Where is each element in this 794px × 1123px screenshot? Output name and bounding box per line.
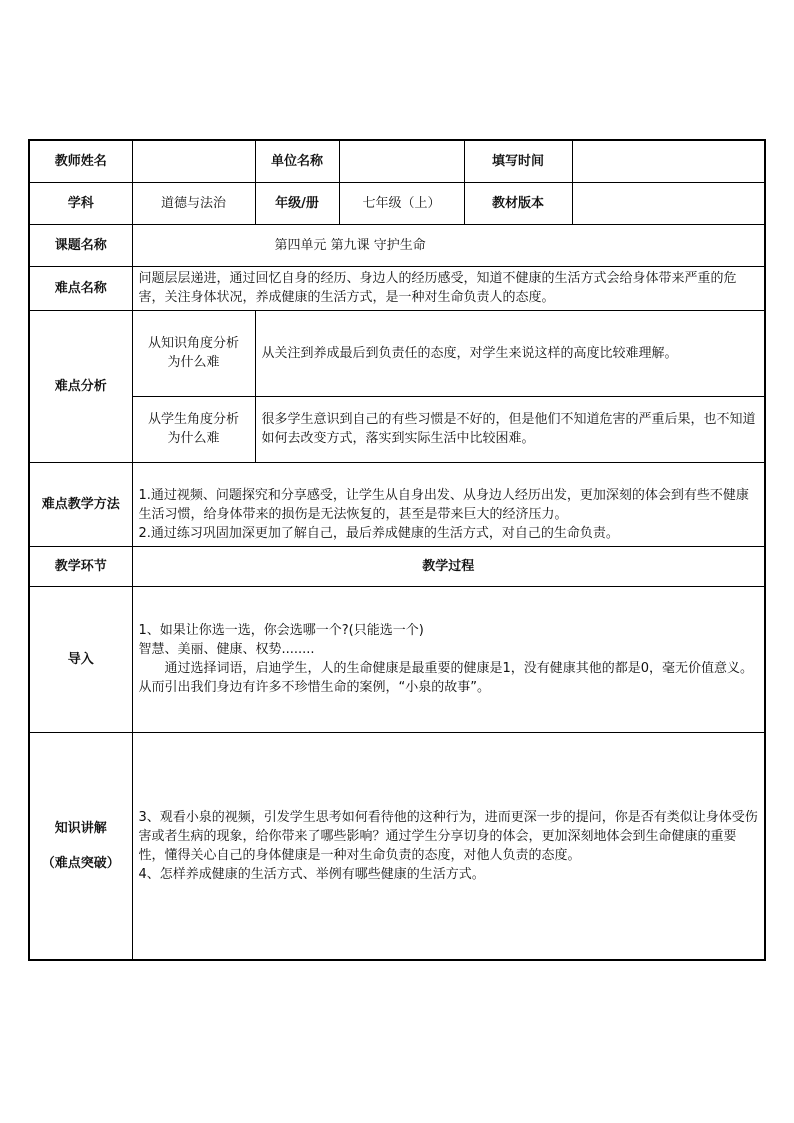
knowledge-sublabel: （难点突破） — [41, 855, 120, 871]
header-row-2 — [29, 182, 765, 224]
intro-line-3: 通过选择词语，启迪学生，人的生命健康是最重要的健康是1，没有健康其他的都是0，毫无价值意义。从而引出我们身边有许多不珍惜生命的案例，“小泉的故事”。 — [138, 661, 754, 695]
knowledge-angle-value: 从关注到养成最后到负责任的态度，对学生来说这样的高度比较难理解。 — [255, 310, 765, 396]
analysis-label: 难点分析 — [29, 310, 132, 462]
knowledge-row — [29, 732, 765, 960]
method-content — [132, 462, 765, 546]
student-angle-value: 很多学生意识到自己的有些习惯是不好的，但是他们不知道危害的严重后果，也不知道如何去改变方式，落实到实际生活中比较困难。 — [255, 396, 765, 462]
topic-label: 课题名称 — [29, 224, 132, 266]
teacher-value — [132, 140, 255, 182]
intro-label: 导入 — [29, 586, 132, 732]
subject-value: 道德与法治 — [132, 182, 255, 224]
intro-content — [132, 586, 765, 732]
topic-value: 第四单元 第九课 守护生命 — [132, 224, 765, 266]
grade-label: 年级/册 — [255, 182, 339, 224]
unit-value — [339, 140, 464, 182]
time-value — [572, 140, 765, 182]
textbook-value — [572, 182, 765, 224]
lesson-plan-sheet — [28, 139, 764, 961]
knowledge-angle-label: 从知识角度分析为什么难 — [132, 310, 255, 396]
difficulty-label: 难点名称 — [29, 266, 132, 310]
topic-row — [29, 224, 765, 266]
analysis-row-knowledge — [29, 310, 765, 396]
knowledge-line-2: 4、怎样养成健康的生活方式、举例有哪些健康的生活方式。 — [138, 866, 485, 882]
method-line-2: 2.通过练习巩固加深更加了解自己，最后养成健康的生活方式，对自己的生命负责。 — [138, 525, 619, 541]
student-angle-label: 从学生角度分析为什么难 — [132, 396, 255, 462]
intro-line-1: 1、如果让你选一选，你会选哪一个?(只能选一个) — [138, 623, 424, 638]
difficulty-row — [29, 266, 765, 310]
method-label: 难点教学方法 — [29, 462, 132, 546]
stage-label: 教学环节 — [29, 546, 132, 586]
subject-label: 学科 — [29, 182, 132, 224]
knowledge-label-cell — [29, 732, 132, 960]
knowledge-line-1: 3、观看小泉的视频，引发学生思考如何看待他的这种行为，进而更深一步的提问，你是否有类似让身体受伤害或者生病的现象，给你带来了哪些影响？通过学生分享切身的体会，更加深刻地体会到生命健康的重要性，懂得关心自己的身体健康是一种对生命负责的态度，对他人负责的态度。 — [138, 809, 758, 863]
teacher-label: 教师姓名 — [29, 140, 132, 182]
method-row — [29, 462, 765, 546]
method-line-1: 1.通过视频、问题探究和分享感受，让学生从自身出发、从身边人经历出发，更加深刻的体会到有些不健康生活习惯，给身体带来的损伤是无法恢复的，甚至是带来巨大的经济压力。 — [138, 487, 749, 522]
intro-line-2: 智慧、美丽、健康、权势........ — [138, 642, 315, 657]
process-label: 教学过程 — [132, 546, 765, 586]
grade-value: 七年级（上） — [339, 182, 464, 224]
unit-label: 单位名称 — [255, 140, 339, 182]
textbook-label: 教材版本 — [464, 182, 572, 224]
difficulty-value: 问题层层递进，通过回忆自身的经历、身边人的经历感受，知道不健康的生活方式会给身体带来严重的危害，关注身体状况，养成健康的生活方式，是一种对生命负责人的态度。 — [132, 266, 765, 310]
header-row-1 — [29, 140, 765, 182]
process-header-row — [29, 546, 765, 586]
analysis-row-student — [29, 396, 765, 462]
intro-row — [29, 586, 765, 732]
lesson-plan-table — [28, 139, 766, 961]
time-label: 填写时间 — [464, 140, 572, 182]
knowledge-content — [132, 732, 765, 960]
knowledge-label: 知识讲解 — [54, 820, 107, 836]
